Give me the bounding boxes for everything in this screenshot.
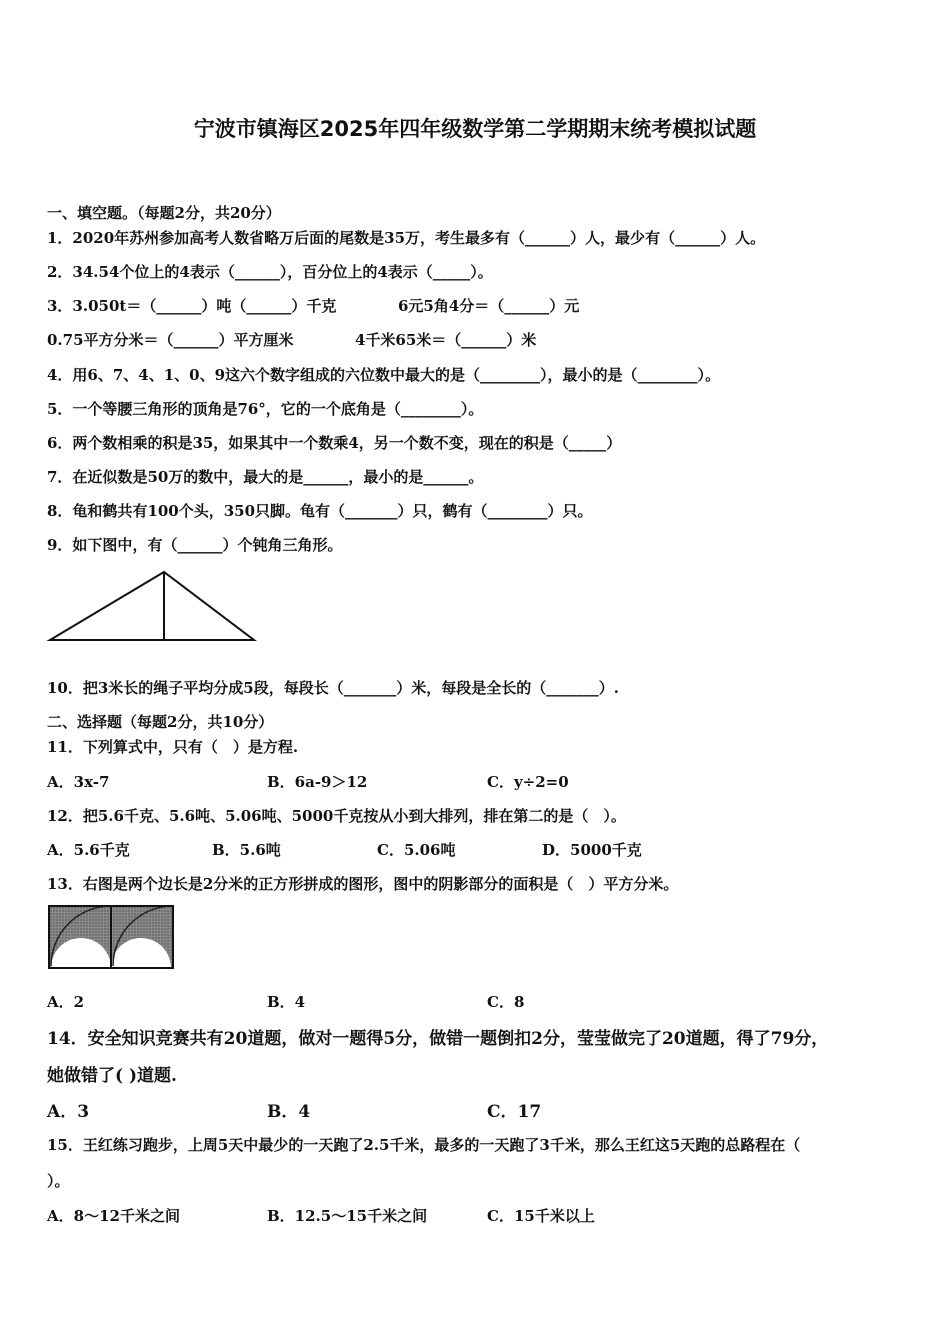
- q13-option-b: B．4: [267, 993, 306, 1011]
- triangle-outline: [50, 572, 254, 640]
- q14-option-b: B．4: [267, 1102, 311, 1122]
- question-1: 1．2020年苏州参加高考人数省略万后面的尾数是35万，考生最多有（______）人，最少有（______）人。: [47, 229, 766, 247]
- q13-option-a: A．2: [47, 993, 85, 1011]
- q11-option-a: A．3x-7: [47, 773, 110, 791]
- question-15-line-2: ）。: [47, 1172, 70, 1190]
- q15-option-c: C．15千米以上: [487, 1207, 595, 1225]
- question-7: 7．在近似数是50万的数中，最大的是______，最小的是______。: [47, 468, 484, 486]
- question-10: 10．把3米长的绳子平均分成5段，每段长（_______）米，每段是全长的（_______）.: [47, 679, 619, 697]
- q12-option-d: D．5000千克: [542, 841, 642, 859]
- question-3-part-a: 3．3.050t＝（______）吨（______）千克: [47, 297, 337, 315]
- question-3-part-b: 6元5角4分＝（______）元: [398, 297, 580, 315]
- question-15-line-1: 15．王红练习跑步，上周5天中最少的一天跑了2.5千米，最多的一天跑了3千米，那么王红这5天跑的总路程在（: [47, 1136, 801, 1154]
- question-12: 12．把5.6千克、5.6吨、5.06吨、5000千克按从小到大排列，排在第二的是（ ）。: [47, 807, 626, 825]
- question-5: 5．一个等腰三角形的顶角是76°，它的一个底角是（________）。: [47, 400, 484, 418]
- squares-shaded-figure: [47, 904, 175, 970]
- q12-option-b: B．5.6吨: [212, 841, 281, 859]
- question-3-part-c: 0.75平方分米＝（______）平方厘米: [47, 331, 294, 349]
- q11-option-b: B．6a-9＞12: [267, 773, 368, 791]
- q14-option-a: A．3: [47, 1102, 90, 1122]
- question-4: 4．用6、7、4、1、0、9这六个数字组成的六位数中最大的是（________），最小的是（________）。: [47, 366, 721, 384]
- question-13: 13．右图是两个边长是2分米的正方形拼成的图形，图中的阴影部分的面积是（ ）平方分米。: [47, 875, 679, 893]
- triangle-figure: [46, 568, 258, 644]
- page-title: 宁波市镇海区2025年四年级数学第二学期期末统考模拟试题: [193, 117, 757, 141]
- section-2-heading: 二、选择题（每题2分，共10分）: [47, 713, 274, 731]
- question-3-part-d: 4千米65米＝（______）米: [355, 331, 537, 349]
- section-1-heading: 一、填空题。（每题2分，共20分）: [47, 204, 281, 222]
- question-14-line-2: 她做错了( )道题.: [47, 1066, 177, 1086]
- q15-option-b: B．12.5～15千米之间: [267, 1207, 428, 1225]
- q12-option-a: A．5.6千克: [47, 841, 130, 859]
- question-11: 11．下列算式中，只有（ ）是方程.: [47, 738, 299, 756]
- question-9: 9．如下图中，有（______）个钝角三角形。: [47, 536, 343, 554]
- question-2: 2．34.54个位上的4表示（______），百分位上的4表示（_____）。: [47, 263, 493, 281]
- q13-option-c: C．8: [487, 993, 525, 1011]
- q12-option-c: C．5.06吨: [377, 841, 456, 859]
- question-14-line-1: 14．安全知识竞赛共有20道题，做对一题得5分，做错一题倒扣2分，莹莹做完了20道题，得了79分，: [47, 1029, 829, 1049]
- question-6: 6．两个数相乘的积是35，如果其中一个数乘4，另一个数不变，现在的积是（_____）: [47, 434, 622, 452]
- q15-option-a: A．8～12千米之间: [47, 1207, 180, 1225]
- question-8: 8．龟和鹤共有100个头，350只脚。龟有（_______）只，鹤有（________）只。: [47, 502, 593, 520]
- q14-option-c: C．17: [487, 1102, 542, 1122]
- q11-option-c: C．y÷2=0: [487, 773, 569, 791]
